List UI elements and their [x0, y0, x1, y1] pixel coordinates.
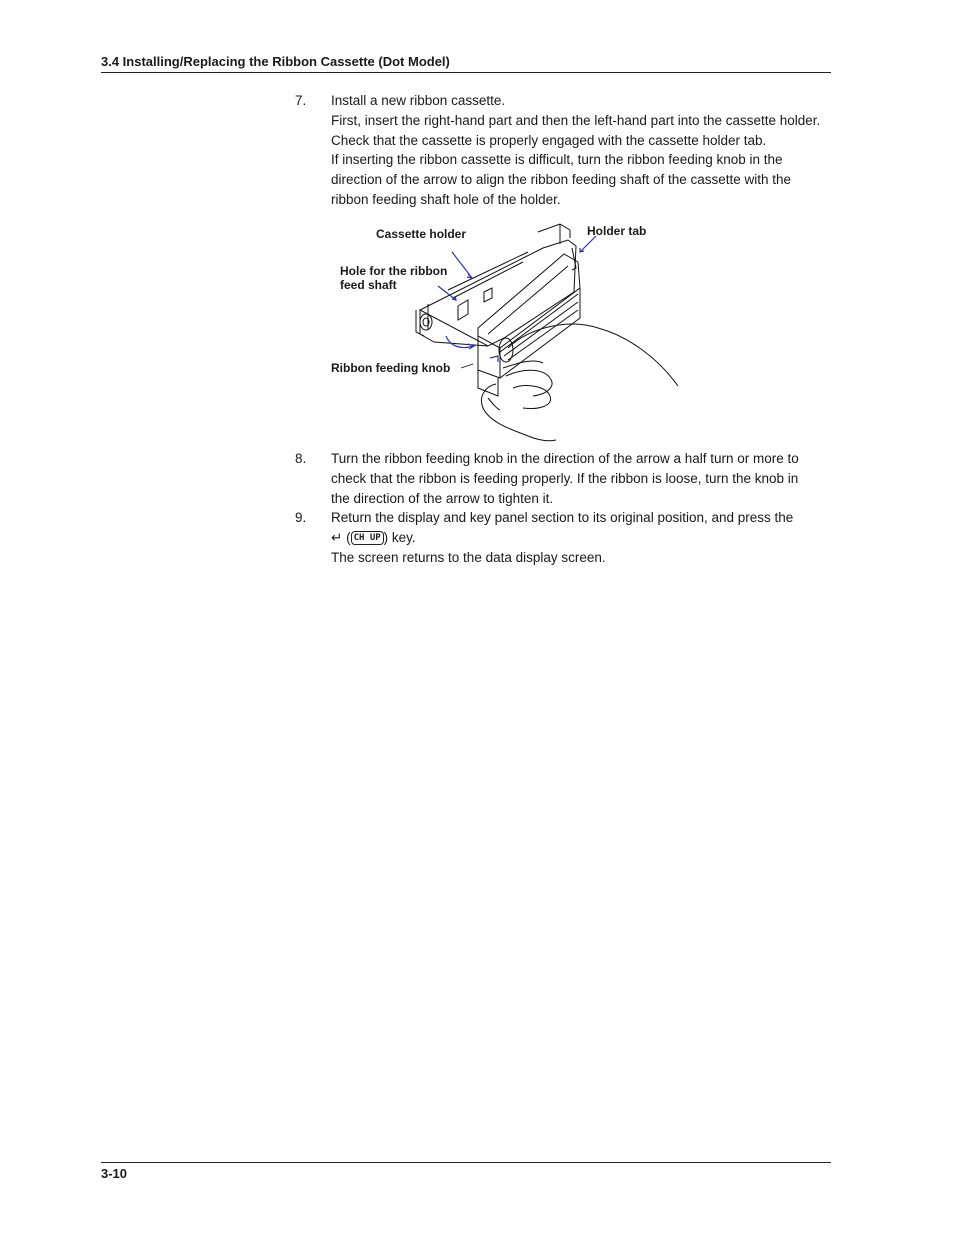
label-holder-tab: Holder tab	[587, 224, 647, 238]
step-number: 8.	[295, 451, 307, 466]
cassette-illustration	[328, 218, 688, 444]
step-9	[295, 508, 835, 568]
step-number: 9.	[295, 510, 307, 525]
enter-key-icon: ↵	[331, 530, 343, 546]
step-text-line: The screen returns to the data display screen.	[331, 550, 606, 566]
header-rule	[101, 72, 831, 73]
ch-up-key-icon: CH UP	[351, 531, 384, 545]
key-suffix: ) key.	[383, 529, 416, 545]
step-text-line: Turn the ribbon feeding knob in the direction of the arrow a half turn or more to	[331, 451, 799, 466]
step-text-line: Install a new ribbon cassette.	[331, 93, 506, 108]
step-key-line	[331, 528, 835, 548]
step-text-line: If inserting the ribbon cassette is difficult, turn the ribbon feeding knob in the	[331, 152, 783, 168]
step-text-line: direction of the arrow to align the ribbon feeding shaft of the cassette with the	[331, 172, 792, 188]
step-text-line: ribbon feeding shaft hole of the holder.	[331, 191, 561, 207]
footer-rule	[101, 1162, 831, 1163]
cassette-drawing	[328, 218, 688, 444]
label-ribbon-knob: Ribbon feeding knob	[331, 361, 451, 375]
section-title: 3.4 Installing/Replacing the Ribbon Cassette (Dot Model)	[101, 54, 450, 69]
step-text-line: Return the display and key panel section to its original position, and press the	[331, 510, 794, 525]
label-hole-line1: Hole for the ribbon	[340, 264, 448, 278]
step-8	[295, 449, 835, 508]
step-text-line: check that the ribbon is feeding properly. If the ribbon is loose, turn the knob in	[331, 470, 799, 486]
step-text-line: Check that the cassette is properly engaged with the cassette holder tab.	[331, 132, 767, 148]
key-open-paren: (	[346, 529, 351, 545]
step-text-line: First, insert the right-hand part and then the left-hand part into the cassette holder.	[331, 112, 821, 128]
step-text-line: the direction of the arrow to tighten it.	[331, 490, 554, 506]
page-header	[101, 54, 831, 70]
step-number: 7.	[295, 93, 307, 108]
page-number: 3-10	[101, 1166, 128, 1181]
label-hole-line2: feed shaft	[340, 278, 397, 292]
step-7	[295, 91, 835, 210]
label-cassette-holder: Cassette holder	[376, 227, 467, 241]
